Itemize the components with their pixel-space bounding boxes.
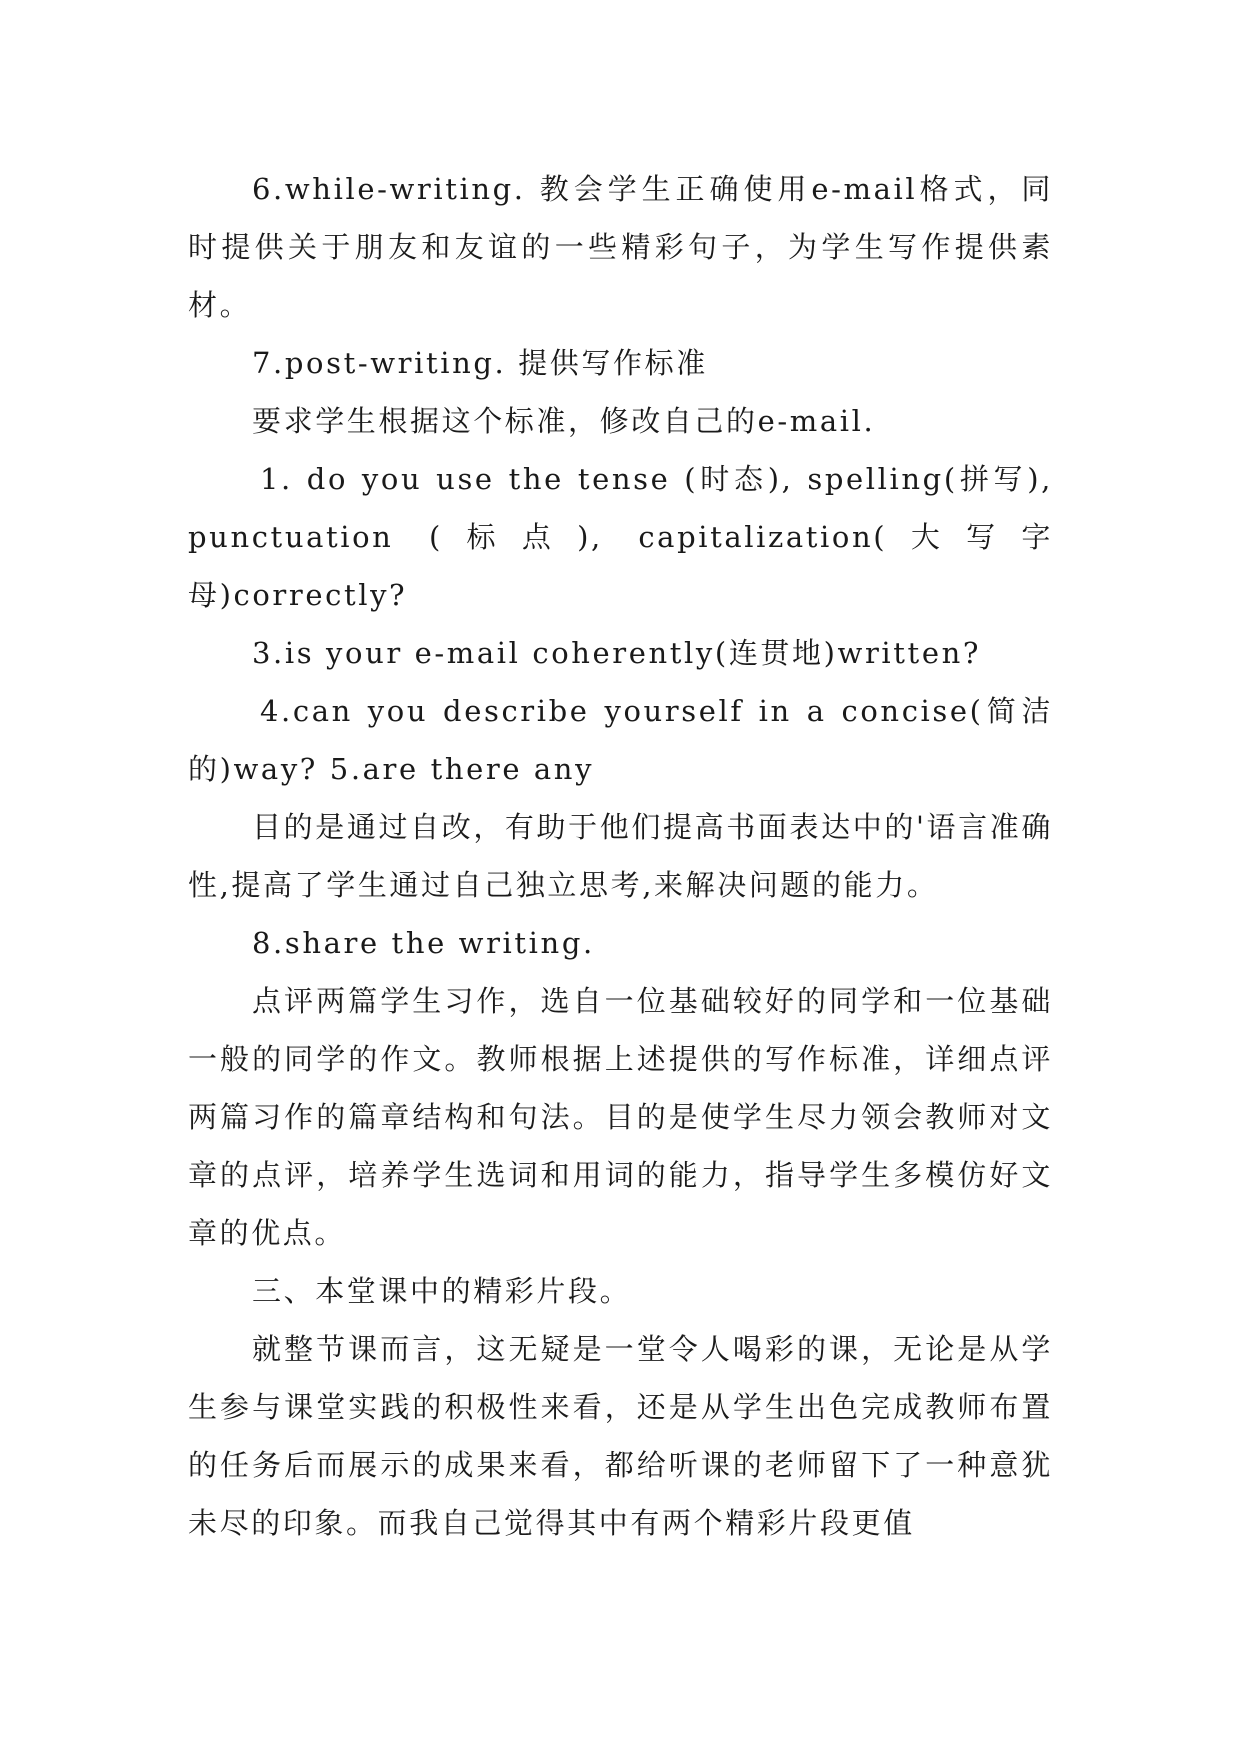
paragraph-highlights: 就整节课而言，这无疑是一堂令人喝彩的课，无论是从学生参与课堂实践的积极性来看，还是从学生出色完成教师布置的任务后而展示的成果来看，都给听课的老师留下了一种意犹未尽的印象。而我自己觉得其中有两个精彩片段更值 xyxy=(188,1332,1053,1540)
section-heading-highlights: 三、本堂课中的精彩片段。 xyxy=(252,1274,632,1308)
paragraph-share-writing: 8.share the writing. xyxy=(252,926,595,960)
criterion-3: 3.is your e-mail coherently(连贯地)written? xyxy=(252,636,982,670)
paragraph-post-writing: 7.post-writing. 提供写作标准 xyxy=(252,346,708,380)
paragraph-revise-instruction: 要求学生根据这个标准，修改自己的e-mail. xyxy=(252,404,876,438)
criterion-4-5: 4.can you describe yourself in a concise(简洁的)way? 5.are there any xyxy=(188,694,1053,786)
criterion-1: 1. do you use the tense (时态), spelling(拼写), punctuation (标点), capitalization(大写字母)correctly? xyxy=(188,462,1053,612)
document-body xyxy=(188,160,1053,1552)
paragraph-review: 点评两篇学生习作，选自一位基础较好的同学和一位基础一般的同学的作文。教师根据上述提供的写作标准，详细点评两篇习作的篇章结构和句法。目的是使学生尽力领会教师对文章的点评，培养学生选词和用词的能力，指导学生多模仿好文章的优点。 xyxy=(188,984,1053,1250)
paragraph-purpose: 目的是通过自改，有助于他们提高书面表达中的'语言准确性,提高了学生通过自己独立思考,来解决问题的能力。 xyxy=(188,810,1053,902)
paragraph-while-writing: 6.while-writing. 教会学生正确使用e-mail格式，同时提供关于朋友和友谊的一些精彩句子，为学生写作提供素材。 xyxy=(188,172,1053,322)
